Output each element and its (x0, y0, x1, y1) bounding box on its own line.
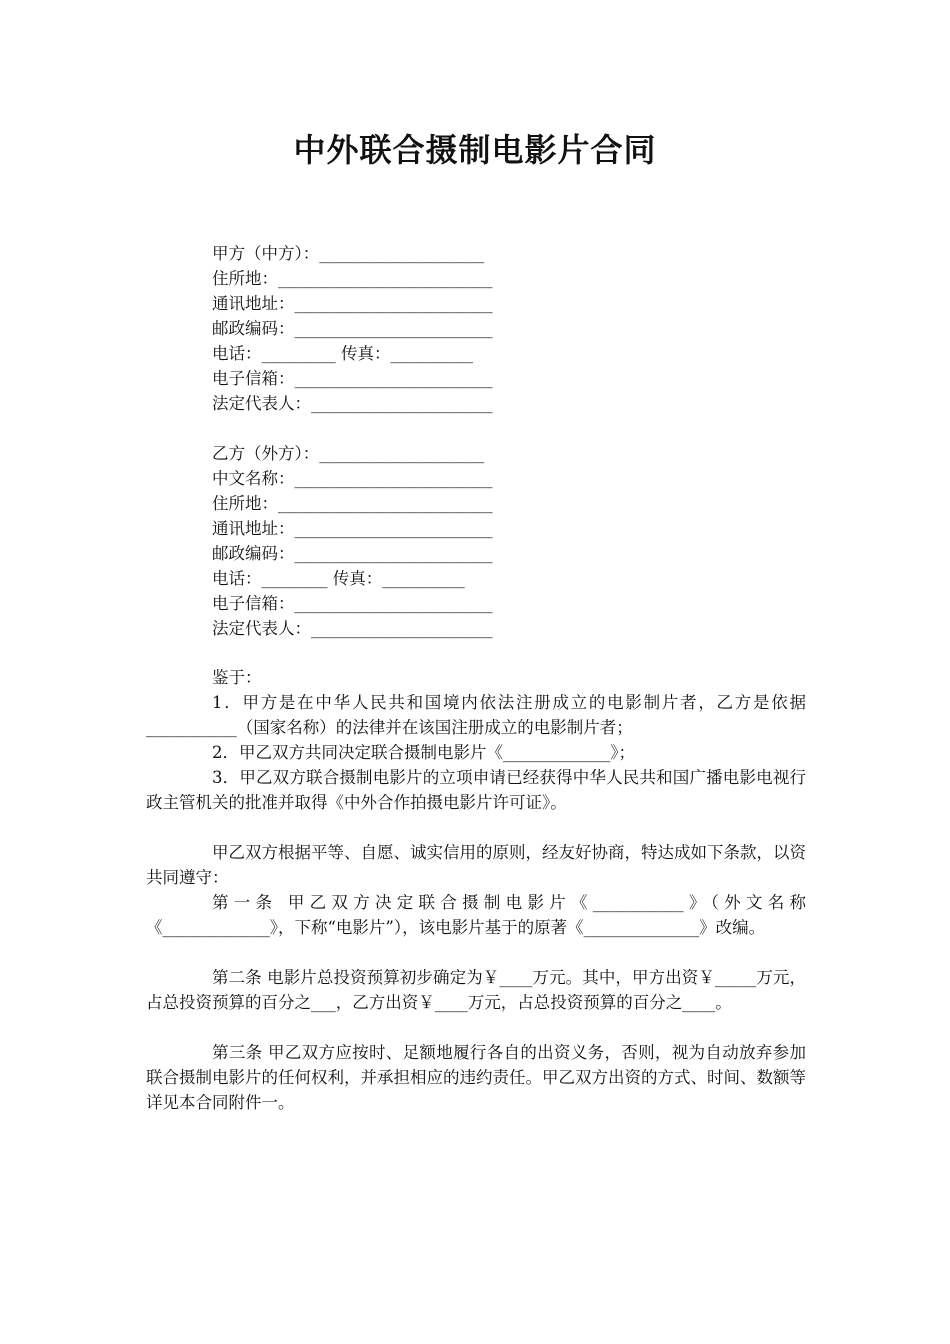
party-b-block (212, 441, 493, 641)
contract-body (146, 665, 806, 1115)
party-a-postcode: 邮政编码：________________________ (212, 319, 493, 338)
article-3: 第三条 甲乙双方应按时、足额地履行各自的出资义务，否则，视为自动放弃参加联合摄制电影片的任何权利，并承担相应的违约责任。甲乙双方出资的方式、时间、数额等详见本合同附件一。 (146, 1043, 806, 1112)
article-2: 第二条 电影片总投资预算初步确定为￥____万元。其中，甲方出资￥_____万元，占总投资预算的百分之___，乙方出资￥____万元，占总投资预算的百分之____。 (146, 968, 806, 1012)
party-b-email: 电子信箱：________________________ (212, 594, 493, 613)
party-b-postcode: 邮政编码：________________________ (212, 544, 493, 563)
party-b-legal-rep: 法定代表人：______________________ (212, 619, 493, 638)
party-a-phone-fax: 电话：_________ 传真：__________ (212, 344, 473, 363)
party-a-address: 住所地：__________________________ (212, 269, 493, 288)
party-b-chinese-name: 中文名称：________________________ (212, 469, 493, 488)
preamble-paragraph: 甲乙双方根据平等、自愿、诚实信用的原则，经友好协商，特达成如下条款，以资共同遵守： (146, 843, 806, 887)
whereas-item: 1．甲方是在中华人民共和国境内依法注册成立的电影制片者，乙方是依据 ___________（国家名称）的法律并在该国注册成立的电影制片者； (146, 693, 806, 737)
party-a-mailing-address: 通讯地址：________________________ (212, 294, 493, 313)
whereas-item: 2．甲乙双方共同决定联合摄制电影片《_____________》； (212, 743, 635, 762)
party-a-email: 电子信箱：________________________ (212, 369, 493, 388)
party-a-name: 甲方（中方）：____________________ (212, 244, 485, 263)
whereas-item: 3．甲乙双方联合摄制电影片的立项申请已经获得中华人民共和国广播电影电视行政主管机关的批准并取得《中外合作拍摄电影片许可证》。 (146, 768, 806, 812)
party-b-phone-fax: 电话：________ 传真：__________ (212, 569, 465, 588)
party-a-block (212, 241, 493, 416)
article-1: 第一条 甲乙双方决定联合摄制电影片《___________》（外文名称《_____________》，下称“电影片”），该电影片基于的原著《______________》改编。 (146, 893, 806, 937)
page-title: 中外联合摄制电影片合同 (293, 131, 657, 169)
party-b-mailing-address: 通讯地址：________________________ (212, 519, 493, 538)
party-b-address: 住所地：__________________________ (212, 494, 493, 513)
whereas-heading: 鉴于： (212, 668, 262, 687)
party-b-name: 乙方（外方）：____________________ (212, 444, 485, 463)
party-a-legal-rep: 法定代表人：______________________ (212, 394, 493, 413)
